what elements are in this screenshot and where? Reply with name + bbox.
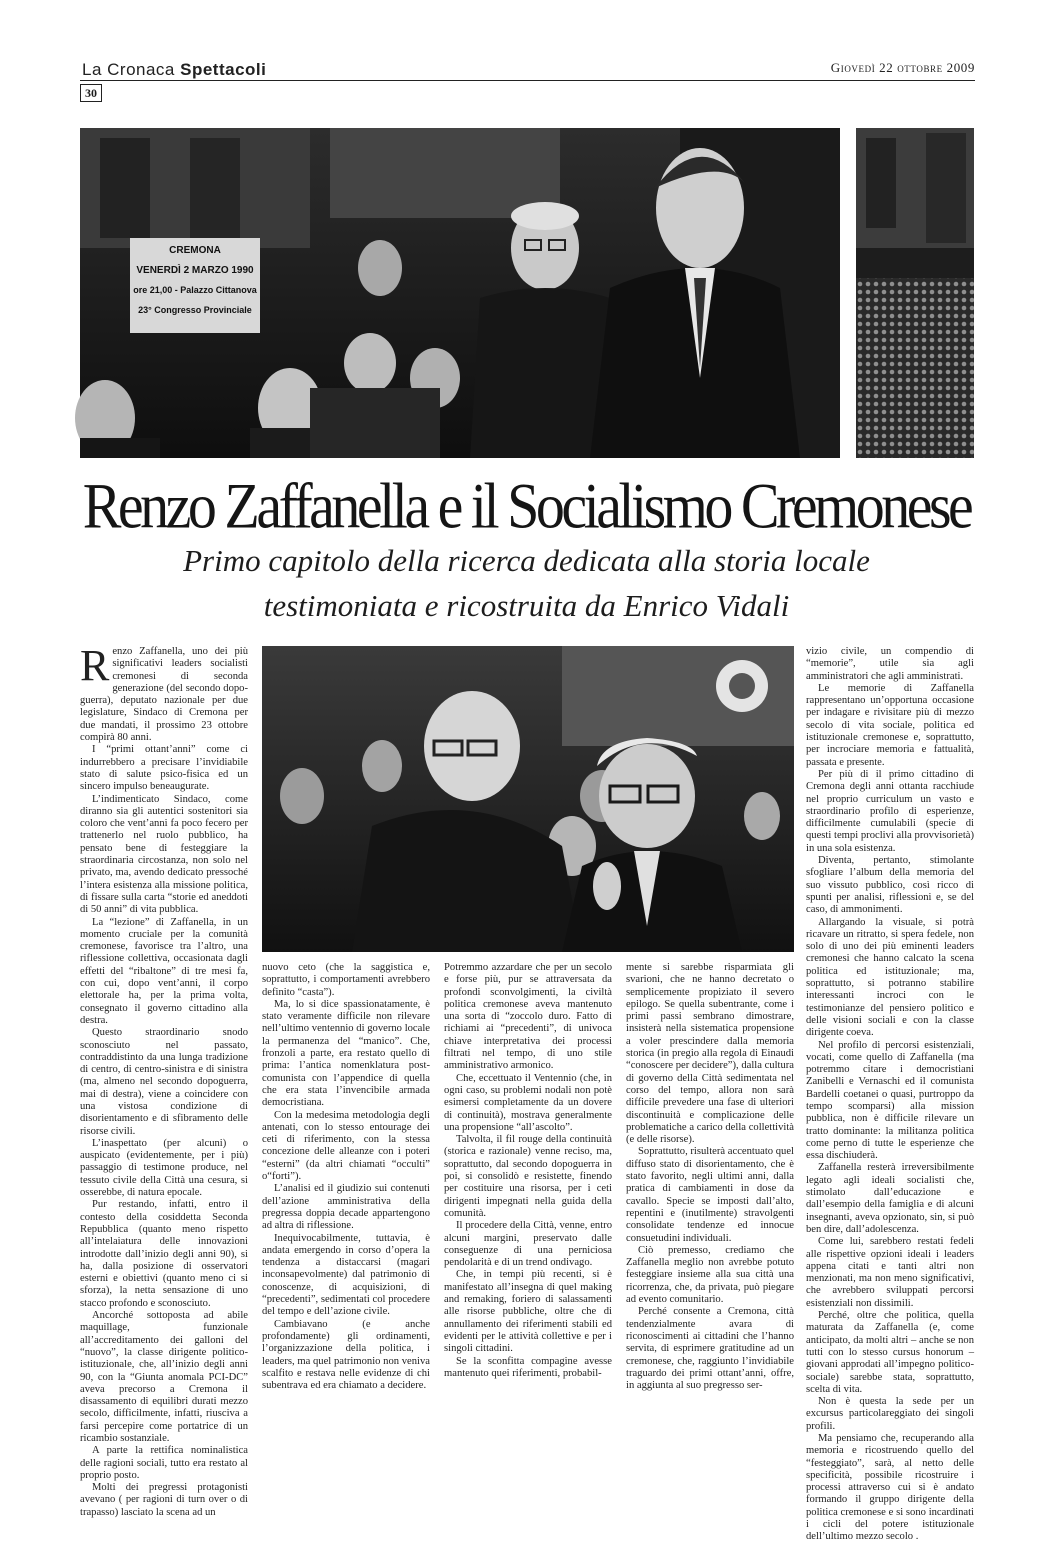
article-column-2 xyxy=(262,962,430,1448)
paragraph: mente si sarebbe risparmiata gli svarioni, che ne hanno decretato o semplicemente propiziato il severo epilogo. Se quella subentrante, come i primi passi sembrano dimostrare, insisterà nella sistematica propensione a voler prescindere dalla memoria storica (in pregio alla regola di Einaudi “conoscere per decidere”), dalla cultura di governo della Città sedimentata nel corso del tempo, allora non sarà difficile prevedere una fase di ulteriori discontinuità e complicazione delle problematiche a carico della collettività (e delle risorse). xyxy=(626,962,794,1146)
paragraph: Come lui, sarebbero restati fedeli alle rispettive opzioni ideali i leaders appena citati e tanti altri non menzionati, ma non meno significativi, che avrebbero sviluppati percorsi esistenziali non dissimili. xyxy=(806,1236,974,1309)
section-category: Spettacoli xyxy=(180,60,267,79)
photo-politicians-conversation xyxy=(262,646,794,952)
photo-assembly-hall xyxy=(856,128,974,458)
paragraph: Cambiavano (e anche profondamente) gli ordinamenti, l’organizzazione della politica, i leaders, ma quel patrimonio non veniva scalfito e restava nelle evidenze di chi subentrava ed era chiamato a decidere. xyxy=(262,1318,430,1392)
paragraph: Che, eccettuato il Ventennio (che, in ogni caso, su problemi nodali non potè esimersi completamente da un dovere di continuità), mostrava generalmente una propensione “all’ascolto”. xyxy=(444,1072,612,1133)
paragraph: Pur restando, infatti, entro il contesto della cosiddetta Seconda Repubblica (quanto meno rispetto all’intelaiatura delle innovazioni introdotte dall’inizio degli anni 90), si ha, dalla posizione di osservatori esterni e obiettivi (quanto meno ci si sforza), la netta sensazione di uno stacco profondo e sconosciuto. xyxy=(80,1199,248,1309)
banner-line-1: CREMONA xyxy=(169,245,221,256)
section-name: La Cronaca xyxy=(82,60,181,79)
photo-congress-crowd-image xyxy=(80,128,840,458)
paragraph: L’analisi ed il giudizio sui contenuti dell’azione amministrativa della pregressa doppia decade appartengono ad altra di riflessione. xyxy=(262,1183,430,1232)
paragraph: enzo Zaffanella, uno dei più significativi leaders socialisti cremonesi di seconda generazione (del secondo dopo-guerra), deputato nazionale per due legislature, Sindaco di Cremona per due mandati, il prossimo 23 ottobre compirà 80 anni. xyxy=(80,646,248,744)
paragraph: A parte la rettifica nominalistica delle ragioni sociali, tutto era restato al proprio posto. xyxy=(80,1445,248,1481)
issue-date: Giovedì 22 ottobre 2009 xyxy=(830,60,975,75)
photo-congress-crowd xyxy=(80,128,840,458)
paragraph: Perché, oltre che politica, quella maturata da Zaffanella (e, come anticipato, da molti altri – anche se non tutti con lo stesso cursus honorum – giovani approdati all’impegno politico-sociale) sarebbe stata, soprattutto, scelta di vita. xyxy=(806,1310,974,1395)
article-headline: Renzo Zaffanella e il Socialismo Cremonese xyxy=(82,469,971,542)
drop-cap: R xyxy=(80,641,110,690)
section-title xyxy=(82,60,266,80)
page-number: 30 xyxy=(80,84,102,102)
paragraph: Ma pensiamo che, recuperando alla memoria e ricostruendo quello del “festeggiato”, sarà, al netto delle specificità, possibile ricostruire i processi attraverso cui si è andato formando il gruppo dirigente della politica cremonese e si sono incardinati i cicli del potere istituzionale dell’ultimo mezzo secolo . xyxy=(806,1433,974,1543)
paragraph: Perché consente a Cremona, città tendenzialmente avara di riconoscimenti ai cittadini che l’hanno servita, di esprimere gratitudine ad un cremonese, che, raggiunto l’invidiabile traguardo dei primi ottant’anni, offre, in aggiunta al suo pregresso ser- xyxy=(626,1306,794,1392)
article-column-3 xyxy=(444,962,612,1448)
paragraph: nuovo ceto (che la saggistica e, soprattutto, i comportamenti avrebbero definito “casta”). xyxy=(262,962,430,998)
article-column-5 xyxy=(806,646,974,1543)
paragraph: Per più di il primo cittadino di Cremona degli anni ottanta racchiude nel proprio curriculum un vasto e straordinario profilo di esperienze, difficilmente cumulabili (specie di questi tempi proclivi alla provvisorietà) in una sola esistenza. xyxy=(806,768,974,854)
paragraph: L’indimenticato Sindaco, come diranno sia gli autentici sostenitori sia coloro che vent’anni fa poco fecero per trattenerlo nel ruolo pubblico, ha pensato bene di festeggiare la straordinaria circostanza, non solo nel privato, ma, avendo dedicato pressoché l’intera esistenza alla missione politica, di fissare sulla carta “storie ed aneddoti di 50 anni” di vita pubblica. xyxy=(80,793,248,916)
paragraph: Talvolta, il fil rouge della continuità (storica e razionale) venne reciso, ma, soprattutto, dal secondo dopoguerra in poi, si consolidò e resistette, finendo per costituire una risorsa, per i ceti dirigenti impegnati nella guida della comunità. xyxy=(444,1134,612,1219)
paragraph: Allargando la visuale, si potrà ricavare un ritratto, si spera fedele, non solo di uno dei più eminenti leaders cremonesi che hanno calcato la scena politica ed istituzionale; ma, soprattutto, si potranno stabilire interessanti incroci con le testimonianze del pensiero politico e delle visioni sociali e con la classe dirigente coeva. xyxy=(806,916,974,1039)
banner-line-3: ore 21,00 - Palazzo Cittanova xyxy=(133,285,257,295)
paragraph: Questo straordinario snodo sconosciuto nel passato, contraddistinto da una lunga tradizione di centro, di centro-sinistra e di sinistra (ma, almeno nel secondo dopoguerra, mai di destra), viene a coincidere con una vistosa condizione di disorientamento e di sfibramento delle risorse civili. xyxy=(80,1027,248,1137)
paragraph: Molti dei pregressi protagonisti avevano ( per ragioni di turn over o di trapasso) lasciato la scena ad un xyxy=(80,1482,248,1518)
congress-banner xyxy=(130,238,260,333)
paragraph: Zaffanella resterà irreversibilmente legato agli ideali socialisti che, stimolato dall’educazione e dall’esempio della famiglia e di alcuni insegnanti, aveva opzionato, sin, si può ben dire, dall’adolescenza. xyxy=(806,1162,974,1235)
paragraph: Ma, lo si dice spassionatamente, è stato veramente difficile non rilevare nell’ultimo ventennio di governo locale la permanenza del “manico”. Che, fronzoli a parte, era restato quello di prima: l’antica nomenklatura post-comunista con l’appendice di quella che era stata l’invencibile armada democristiana. xyxy=(262,998,430,1109)
banner-line-2: VENERDÌ 2 MARZO 1990 xyxy=(136,265,254,276)
paragraph: Inequivocabilmente, tuttavia, è andata emergendo in corso d’opera la tendenza a distaccarsi (magari inconsapevolmente) dal patrimonio di conoscenze, di acquisizioni, di “precedenti”, sedimentati col procedere del tempo e dell’azione civile. xyxy=(262,1232,430,1318)
paragraph: vizio civile, un compendio di “memorie”, utile sia agli amministratori che agli amministrati. xyxy=(806,646,974,682)
paragraph: Le memorie di Zaffanella rappresentano un’opportuna occasione per indagare e rivisitare più di mezzo secolo di vita sociale, politica ed istituzionale cremonese e, soprattutto, per incrociare memoria e fattualità, passata e presente. xyxy=(806,682,974,768)
paragraph: L’inaspettato (per alcuni) o auspicato (evidentemente, per i più) passaggio di testimone produce, nel tessuto civile della Città una cesura, si osserebbe, di natura epocale. xyxy=(80,1137,248,1199)
photo-politicians-conversation-image xyxy=(262,646,794,952)
header-rule xyxy=(80,80,975,81)
paragraph: Ancorché sottoposta ad abile maquillage, funzionale all’accreditamento dei galloni del “nuovo”, la classe dirigente politico-istituzionale, che, all’inizio degli anni 90, con la “Giunta anomala PCI-DC” aveva precorso a Cremona il disassamento di equilibri durati mezzo secolo, difficilmente, infatti, riusciva a farsi percepire come portatrice di un ricambio sostanziale. xyxy=(80,1310,248,1444)
photo-assembly-hall-image xyxy=(856,128,974,458)
paragraph: Il procedere della Città, venne, entro alcuni margini, preservato dalle conseguenze di una perniciosa pendolarità e di un trend ondivago. xyxy=(444,1220,612,1269)
article-column-4 xyxy=(626,962,794,1448)
article-subtitle-line-2: testimoniata e ricostruita da Enrico Vidali xyxy=(263,588,790,623)
paragraph: La “lezione” di Zaffanella, in un momento cruciale per la comunità cremonese, favorisce tra l’altro, una riflessione collettiva, occasionata dagli effetti del “ribaltone” di tre mesi fa, con cui, dopo vent’anni, il corpo elettorale ha, per la prima volta, consegnato il governo cittadino alla destra. xyxy=(80,916,248,1026)
paragraph: Nel profilo di percorsi esistenziali, vocati, come quello di Zaffanella (ma potremmo citare i democristiani Zanibelli e Vernaschi ed il comunista Bardelli coetanei o quasi, purtroppo da tempo scomparsi) alla mission pubblica, non è difficile rilevare un tratto dominante: la militanza politica come perno di tutte le esperienze che essa dischiuderà. xyxy=(806,1039,974,1162)
paragraph: Soprattutto, risulterà accentuato quel diffuso stato di disorientamento, che è stato favorito, negli ultimi anni, dalla pratica di cambiamenti in dose da cavallo. Specie se imposti dall’alto, repentini e (inutilmente) stravolgenti consolidate tendenze ed innocue consuetudini individuali. xyxy=(626,1146,794,1244)
banner-line-4: 23° Congresso Provinciale xyxy=(138,305,252,315)
article-column-1 xyxy=(80,641,248,1518)
paragraph: Potremmo azzardare che per un secolo e forse più, pur se attraversata da profondi sconvolgimenti, la civiltà politica cremonese aveva mantenuto una sorta di “zoccolo duro. Fatto di richiami ai “precedenti”, di univoca chiave interpretativa dei processi filtrati nel tempo, di uno stile amministrativo armonico. xyxy=(444,962,612,1072)
article-subtitle-line-1: Primo capitolo della ricerca dedicata alla storia locale xyxy=(183,543,870,578)
paragraph: Con la medesima metodologia degli antenati, con lo stesso entourage dei ceti di riferimento, con la stessa concezione delle alleanze con i poteri “esterni” (da altri chiamati “occulti” o“forti”). xyxy=(262,1109,430,1183)
paragraph: Se la sconfitta compagine avesse mantenuto quei riferimenti, probabil- xyxy=(444,1355,612,1379)
paragraph: Che, in tempi più recenti, si è manifestato all’insegna di quel making and remaking, foriero di salassamenti alle risorse pubbliche, oltre che di annullamento dei riferimenti stabili ed evidenti per le attività collettive e per i singoli cittadini. xyxy=(444,1269,612,1355)
paragraph: Diventa, pertanto, stimolante sfogliare l’album della memoria del suo vissuto pubblico, così ricco di spunti per analisi, riflessioni e, se del caso, di ammonimenti. xyxy=(806,855,974,916)
paragraph: I “primi ottant’anni” come ci indurrebbero a precisare l’invidiabile stato di salute psico-fisica ed un sincero impulso beneaugurate. xyxy=(80,744,248,793)
paragraph: Ciò premesso, crediamo che Zaffanella meglio non avrebbe potuto festeggiare insieme alla sua città una ricorrenza, che, da privata, può piegare ad evento comunitario. xyxy=(626,1244,794,1306)
paragraph: Non è questa la sede per un excursus particolareggiato dei singoli profili. xyxy=(806,1396,974,1432)
